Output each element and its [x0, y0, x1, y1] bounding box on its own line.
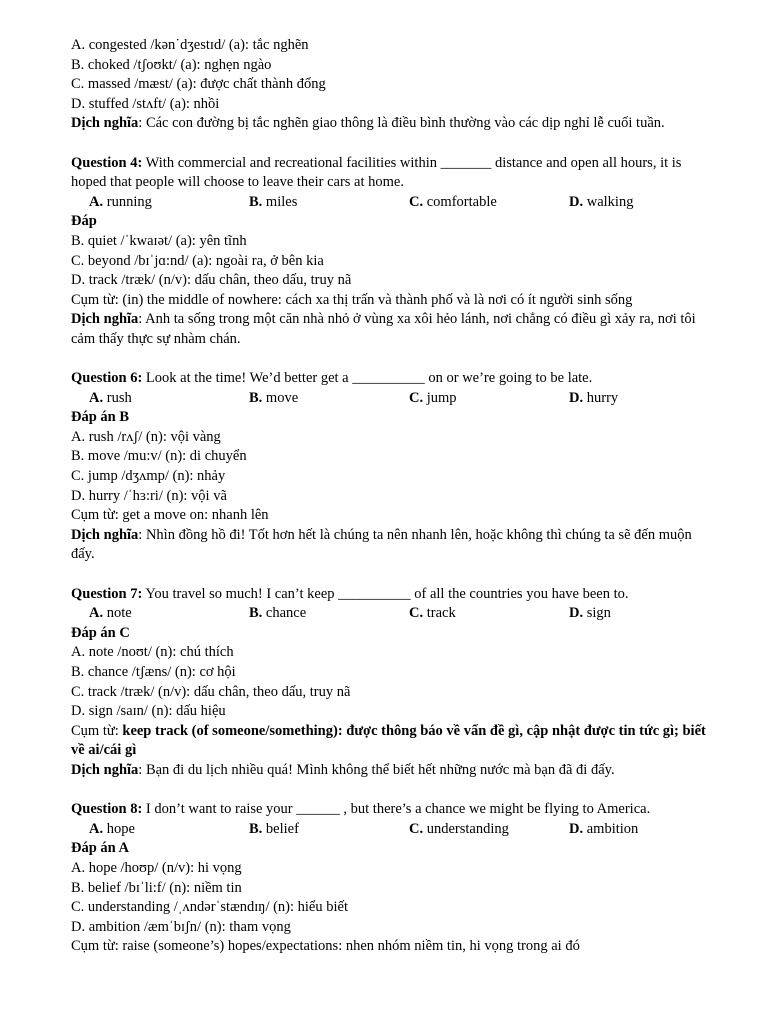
- translation-label: Dịch nghĩa: [71, 526, 139, 543]
- phrase-line: Cụm từ: raise (someone’s) hopes/expectations: nhen nhóm niềm tin, hi vọng trong ai đó: [71, 938, 580, 955]
- option-b: B. miles: [249, 193, 298, 210]
- option-a: A. hope: [89, 820, 135, 837]
- vocab-line: B. belief /bɪˈli:f/ (n): niềm tin: [71, 879, 242, 896]
- translation-text: : Nhìn đồng hồ đi! Tốt hơn hết là chúng ta nên nhanh lên, hoặc không thì chúng ta sẽ đến muộn đấy.: [71, 526, 692, 563]
- translation-label: Dịch nghĩa: [71, 115, 139, 132]
- option-c: C. understanding: [409, 820, 509, 837]
- answer-options: [71, 389, 711, 409]
- question-text: I don’t want to raise your ______ , but there’s a chance we might be flying to America.: [142, 801, 651, 818]
- translation-line: [71, 526, 711, 565]
- vocab-line: A. rush /rʌʃ/ (n): vội vàng: [71, 428, 221, 445]
- option-b: B. belief: [249, 820, 299, 837]
- vocab-line: B. chance /tʃæns/ (n): cơ hội: [71, 664, 236, 680]
- option-a: A. running: [89, 193, 152, 210]
- vocab-line: D. ambition /æmˈbɪʃn/ (n): tham vọng: [71, 918, 291, 935]
- phrase-line: Cụm từ: get a move on: nhanh lên: [71, 507, 269, 524]
- answer-key: Đáp án C: [71, 624, 130, 641]
- vocab-line: C. beyond /bɪˈjɑ:nd/ (a): ngoài ra, ở bên kia: [71, 252, 324, 269]
- vocab-line: A. note /noʊt/ (n): chú thích: [71, 644, 234, 661]
- option-b: B. chance: [249, 605, 307, 622]
- vocab-line: D. sign /saɪn/ (n): dấu hiệu: [71, 703, 226, 720]
- option-d: D. hurry: [569, 389, 619, 406]
- answer-options: [71, 820, 711, 840]
- answer-options: [71, 604, 711, 624]
- translation-text: : Các con đường bị tắc nghẽn giao thông là điều bình thường vào các dịp nghỉ lễ cuối tuần.: [138, 115, 665, 132]
- option-c: C. track: [409, 605, 456, 622]
- vocab-line: C. massed /mæst/ (a): được chất thành đống: [71, 76, 326, 93]
- question-text: With commercial and recreational facilities within _______ distance and open all hours, it is hoped that people will choose to leave their cars at home.: [71, 154, 682, 191]
- option-a: A. note: [89, 605, 132, 622]
- option-d: D. ambition: [569, 820, 639, 837]
- answer-key: Đáp: [71, 213, 97, 230]
- option-a: A. rush: [89, 389, 132, 406]
- question-label: Question 6:: [71, 370, 143, 387]
- question-text: You travel so much! I can’t keep __________ of all the countries you have been to.: [142, 585, 629, 602]
- question-6: [71, 369, 711, 389]
- answer-options: [71, 193, 711, 213]
- question-7: [71, 585, 711, 605]
- question-text: Look at the time! We’d better get a __________ on or we’re going to be late.: [142, 370, 593, 387]
- question-8: [71, 800, 711, 820]
- option-d: D. walking: [569, 193, 634, 210]
- document-content: [71, 36, 711, 957]
- vocab-line: C. jump /dʒʌmp/ (n): nhảy: [71, 468, 226, 485]
- vocab-line: A. hope /hoʊp/ (n/v): hi vọng: [71, 859, 242, 876]
- vocab-line: A. congested /kən˙dʒestɪd/ (a): tắc nghẽn: [71, 37, 309, 53]
- question-label: Question 4:: [71, 154, 143, 171]
- question-label: Question 8:: [71, 801, 143, 818]
- answer-key: Đáp án B: [71, 409, 130, 426]
- phrase-line: Cụm từ: keep track (of someone/something): được thông báo về vấn đề gì, cập nhật được tin tức gì; biết về ai/cái gì: [71, 722, 706, 759]
- question-4: [71, 154, 711, 193]
- answer-key: Đáp án A: [71, 840, 130, 857]
- translation-text: : Bạn đi du lịch nhiều quá! Mình không thể biết hết những nước mà bạn đã đi đấy.: [138, 761, 615, 778]
- vocab-line: D. stuffed /stʌft/ (a): nhồi: [71, 95, 220, 112]
- vocab-line: B. choked /tʃoʊkt/ (a): nghẹn ngào: [71, 56, 272, 73]
- vocab-line: D. hurry /ˈhɜ:ri/ (n): vội vã: [71, 487, 227, 504]
- translation-line: [71, 761, 711, 781]
- vocab-line: D. track /træk/ (n/v): dấu chân, theo dấu, truy nã: [71, 272, 352, 289]
- vocab-line: B. quiet /ˈkwaɪət/ (a): yên tĩnh: [71, 232, 247, 249]
- translation-line: [71, 310, 711, 349]
- translation-line: [71, 114, 711, 134]
- translation-label: Dịch nghĩa: [71, 761, 139, 778]
- option-c: C. jump: [409, 389, 457, 406]
- phrase-line: Cụm từ: (in) the middle of nowhere: cách xa thị trấn và thành phố và là nơi có ít người sinh sống: [71, 291, 633, 308]
- translation-text: : Anh ta sống trong một căn nhà nhỏ ở vùng xa xôi hẻo lánh, nơi chẳng có điều gì xảy ra, nơi tôi cảm thấy thực sự nhàm chán.: [71, 311, 696, 347]
- vocab-line: C. understanding /ˌʌndərˈstændɪŋ/ (n): hiểu biết: [71, 899, 348, 916]
- question-label: Question 7:: [71, 585, 143, 602]
- option-d: D. sign: [569, 605, 611, 622]
- vocab-line: B. move /mu:v/ (n): di chuyển: [71, 448, 247, 465]
- option-c: C. comfortable: [409, 193, 497, 210]
- option-b: B. move: [249, 389, 299, 406]
- vocab-line: C. track /træk/ (n/v): dấu chân, theo dấu, truy nã: [71, 683, 351, 700]
- translation-label: Dịch nghĩa: [71, 311, 139, 328]
